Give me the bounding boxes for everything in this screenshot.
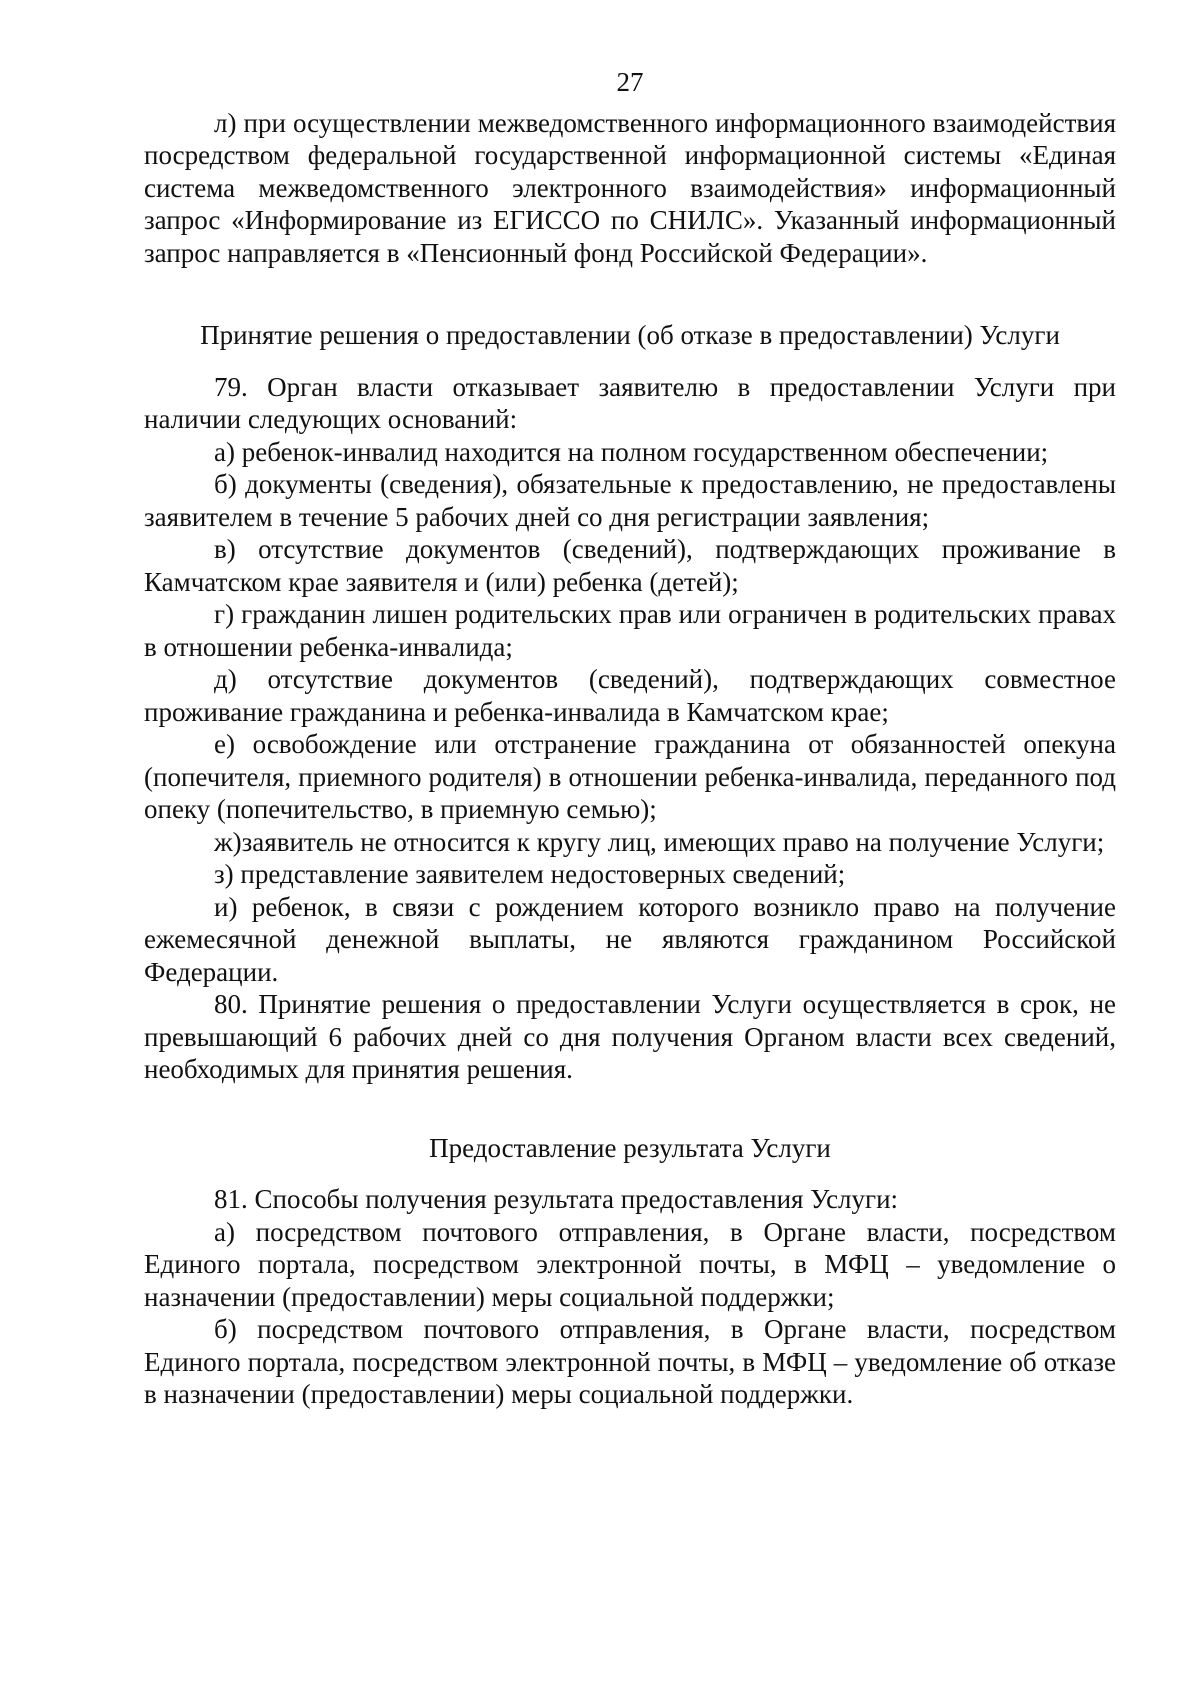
document-page [144,66,1116,1411]
paragraph-79-g: г) гражданин лишен родительских прав или ограничен в родительских правах в отношении ребенка-инвалида; [144,599,1116,662]
section-heading-result: Предоставление результата Услуги [429,1132,831,1163]
paragraph-79-b: б) документы (сведения), обязательные к предоставлению, не предоставлены заявителем в течение 5 рабочих дней со дня регистрации заявления; [144,469,1116,532]
paragraph-81-b: б) посредством почтового отправления, в Органе власти, посредством Единого портала, посредством электронной почты, в МФЦ – уведомление об отказе в назначении (предоставлении) меры социальной поддержки. [144,1314,1116,1409]
paragraph-81: 81. Способы получения результата предоставления Услуги: [214,1184,899,1214]
page-number: 27 [616,67,644,97]
paragraph-79-d: д) отсутствие документов (сведений), подтверждающих совместное проживание гражданина и ребенка-инвалида в Камчатском крае; [144,664,1116,727]
paragraph-79: 79. Орган власти отказывает заявителю в предоставлении Услуги при наличии следующих оснований: [144,371,1116,434]
section-heading-decision: Принятие решения о предоставлении (об отказе в предоставлении) Услуги [200,320,1060,350]
paragraph-79-a: а) ребенок-инвалид находится на полном государственном обеспечении; [214,436,1049,467]
paragraph-81-a: а) посредством почтового отправления, в Органе власти, посредством Единого портала, посредством электронной почты, в МФЦ – уведомление о назначении (предоставлении) меры социальной поддержки; [144,1216,1116,1312]
paragraph-l: л) при осуществлении межведомственного информационного взаимодействия посредством федеральной государственной информационной системы «Единая система межведомственного электронного взаимодействия» информационный запрос «Информирование из ЕГИССО по СНИЛС». Указанный информационный запрос направляется в «Пенсионный фонд Российской Федерации». [144,107,1116,268]
paragraph-79-zh: ж)заявитель не относится к кругу лиц, имеющих право на получение Услуги; [214,826,1105,857]
paragraph-80: 80. Принятие решения о предоставлении Услуги осуществляется в срок, не превышающий 6 рабочих дней со дня получения Органом власти всех сведений, необходимых для принятия решения. [144,989,1116,1084]
paragraph-79-z: з) представление заявителем недостоверных сведений; [214,859,846,889]
paragraph-79-v: в) отсутствие документов (сведений), подтверждающих проживание в Камчатском крае заявителя и (или) ребенка (детей); [144,534,1116,597]
paragraph-79-i: и) ребенок, в связи с рождением которого возникло право на получение ежемесячной денежной выплаты, не являются гражданином Российской Федерации. [144,891,1116,987]
paragraph-79-e: е) освобождение или отстранение гражданина от обязанностей опекуна (попечителя, приемного родителя) в отношении ребенка-инвалида, переданного под опеку (попечительство, в приемную семью); [144,729,1116,824]
